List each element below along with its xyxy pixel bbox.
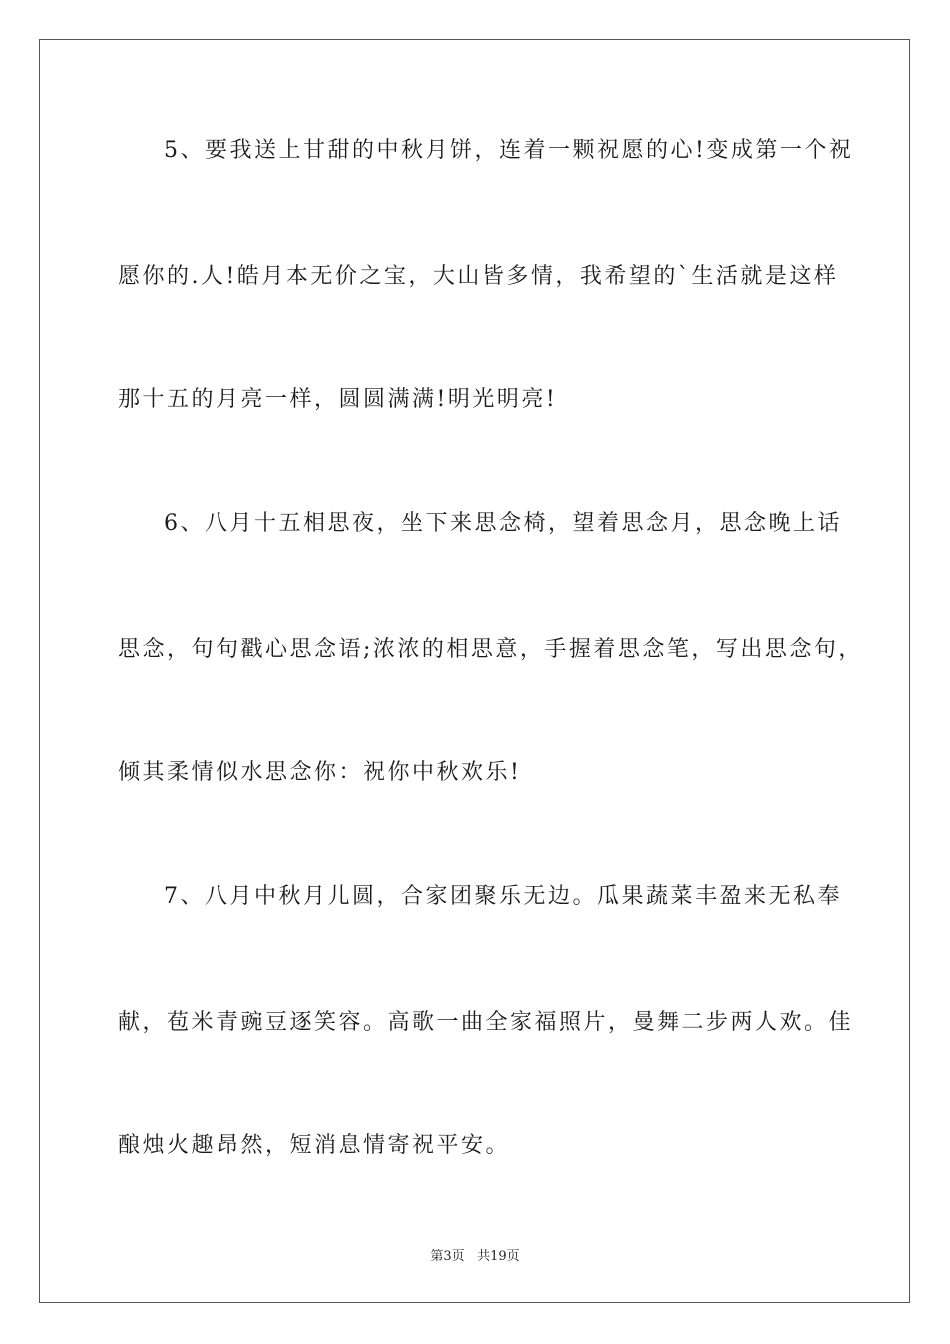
- paragraph-line: 思念，句句戳心思念语;浓浓的相思意，手握着思念笔，写出思念句，: [118, 637, 863, 662]
- paragraph-line: 愿你的.人!皓月本无价之宝，大山皆多情，我希望的`生活就是这样: [118, 264, 839, 289]
- paragraph-line: 5、要我送上甘甜的中秋月饼，连着一颗祝愿的心!变成第一个祝: [164, 138, 854, 163]
- paragraph-line: 献，苞米青豌豆逐笑容。高歌一曲全家福照片，曼舞二步两人欢。佳: [118, 1010, 854, 1035]
- page-footer: [0, 1248, 950, 1266]
- page-number: 第3页: [430, 1249, 465, 1264]
- page-total: 共19页: [477, 1249, 520, 1264]
- paragraph-line: 那十五的月亮一样，圆圆满满!明光明亮!: [118, 387, 558, 412]
- paragraph-line: 倾其柔情似水思念你：祝你中秋欢乐!: [118, 760, 522, 785]
- paragraph-line: 6、八月十五相思夜，坐下来思念椅，望着思念月，思念晚上话: [164, 511, 842, 536]
- paragraph-line: 7、八月中秋月儿圆，合家团聚乐无边。瓜果蔬菜丰盈来无私奉: [164, 884, 842, 909]
- page-border: [39, 39, 910, 1303]
- paragraph-line: 酿烛火趣昂然，短消息情寄祝平安。: [118, 1133, 511, 1158]
